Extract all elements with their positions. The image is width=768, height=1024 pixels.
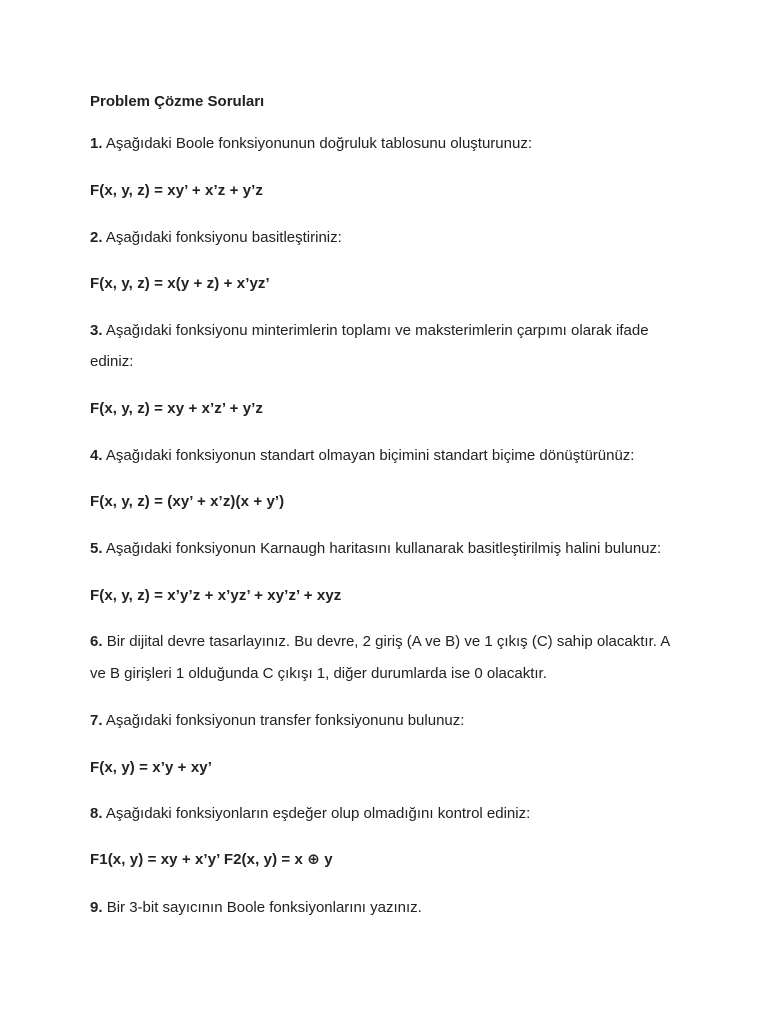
question-9 <box>90 898 422 918</box>
question-text: Aşağıdaki fonksiyonların eşdeğer olup olmadığını kontrol ediniz: <box>105 805 531 822</box>
question-6-continuation: ve B girişleri 1 olduğunda C çıkışı 1, diğer durumlarda ise 0 olacaktır. <box>90 665 547 682</box>
question-7 <box>90 711 464 731</box>
question-text: Aşağıdaki fonksiyonu basitleştiriniz: <box>105 229 342 246</box>
question-number: 4. <box>90 447 103 464</box>
question-6 <box>90 632 670 652</box>
question-number: 8. <box>90 805 103 822</box>
question-text: Aşağıdaki fonksiyonun Karnaugh haritasını kullanarak basitleştirilmiş halini bulunuz: <box>105 540 662 557</box>
question-text: Aşağıdaki fonksiyonun transfer fonksiyonunu bulunuz: <box>105 712 465 729</box>
formula-4: F(x, y, z) = (xy’ + x’z)(x + y’) <box>90 493 285 510</box>
question-number: 5. <box>90 540 103 557</box>
question-number: 3. <box>90 322 103 339</box>
formula-2: F(x, y, z) = x(y + z) + x’yz’ <box>90 275 270 292</box>
question-2 <box>90 228 342 248</box>
question-number: 6. <box>90 633 103 650</box>
question-text: Bir 3-bit sayıcının Boole fonksiyonlarını yazınız. <box>106 899 422 916</box>
question-3 <box>90 321 649 341</box>
question-text: Aşağıdaki fonksiyonun standart olmayan biçimini standart biçime dönüştürünüz: <box>105 447 635 464</box>
formula-5: F(x, y, z) = x’y’z + x’yz’ + xy’z’ + xyz <box>90 587 342 604</box>
question-4 <box>90 446 634 466</box>
document-page <box>90 0 690 1024</box>
question-number: 7. <box>90 712 103 729</box>
question-text: Aşağıdaki Boole fonksiyonunun doğruluk tablosunu oluşturunuz: <box>105 135 532 152</box>
question-3-continuation: ediniz: <box>90 353 134 370</box>
question-text: Bir dijital devre tasarlayınız. Bu devre, 2 giriş (A ve B) ve 1 çıkış (C) sahip olacaktır. A <box>106 633 671 650</box>
question-text: Aşağıdaki fonksiyonu minterimlerin toplamı ve maksterimlerin çarpımı olarak ifade <box>105 322 649 339</box>
formula-8: F1(x, y) = xy + x’y’ F2(x, y) = x ⊕ y <box>90 851 333 868</box>
question-5 <box>90 539 661 559</box>
question-number: 1. <box>90 135 103 152</box>
formula-7: F(x, y) = x’y + xy’ <box>90 759 212 776</box>
question-number: 9. <box>90 899 103 916</box>
question-1 <box>90 134 532 154</box>
document-title: Problem Çözme Soruları <box>90 93 265 110</box>
question-number: 2. <box>90 229 103 246</box>
formula-3: F(x, y, z) = xy + x’z’ + y’z <box>90 400 264 417</box>
question-8 <box>90 804 530 824</box>
formula-1: F(x, y, z) = xy’ + x’z + y’z <box>90 182 264 199</box>
